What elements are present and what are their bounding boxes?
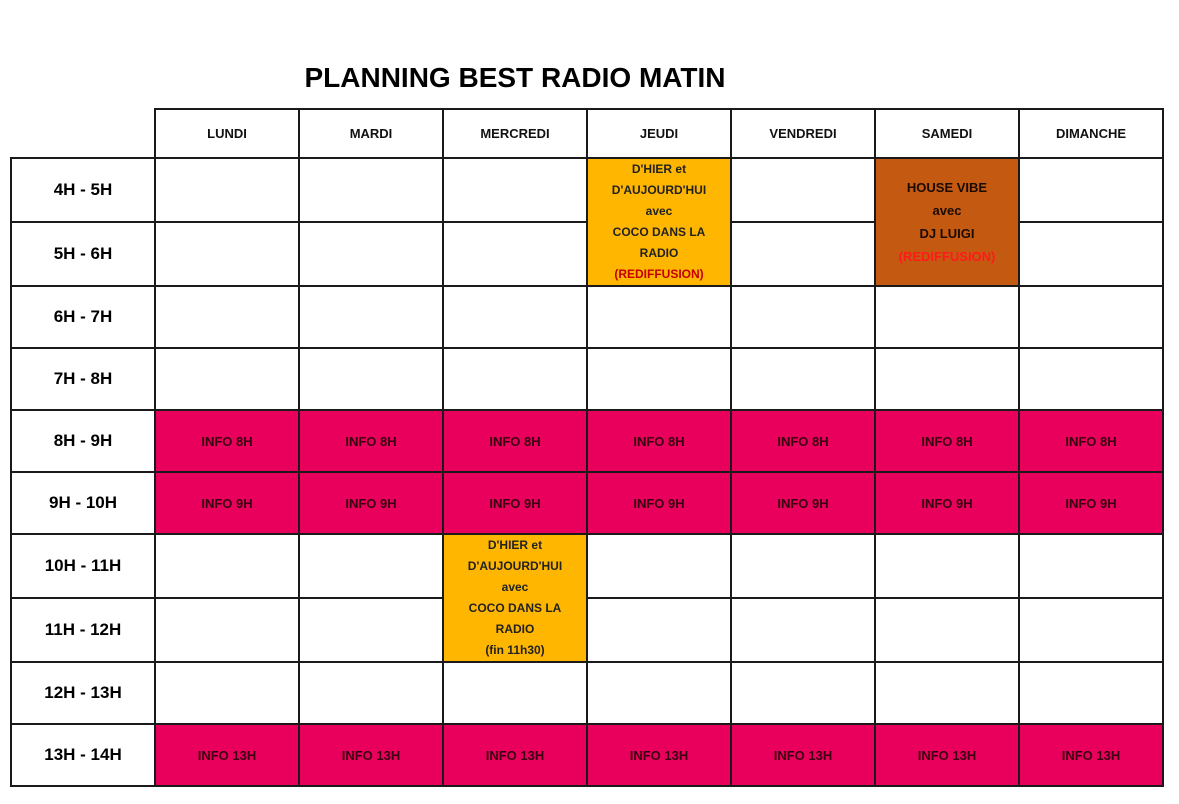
empty-cell (299, 222, 443, 286)
day-header-dimanche: DIMANCHE (1019, 109, 1163, 158)
day-header-vendredi: VENDREDI (731, 109, 875, 158)
info-13h-cell: INFO 13H (155, 724, 299, 786)
show-line: DJ LUIGI (919, 226, 975, 241)
show-line: avec (501, 580, 529, 594)
info-9h-cell: INFO 9H (1019, 472, 1163, 534)
day-header-jeudi: JEUDI (587, 109, 731, 158)
show-line: D'AUJOURD'HUI (467, 559, 563, 573)
info-13h-cell: INFO 13H (731, 724, 875, 786)
info-13h-cell: INFO 13H (443, 724, 587, 786)
time-slot-label: 10H - 11H (11, 534, 155, 598)
time-slot-label: 8H - 9H (11, 410, 155, 472)
time-slot-label: 13H - 14H (11, 724, 155, 786)
empty-cell (731, 222, 875, 286)
info-8h-cell: INFO 8H (731, 410, 875, 472)
show-line: avec (645, 204, 673, 218)
empty-cell (875, 598, 1019, 662)
show-note: (REDIFFUSION) (614, 267, 704, 281)
show-line: D'AUJOURD'HUI (611, 183, 707, 197)
show-line: RADIO (639, 246, 679, 260)
time-slot-label: 5H - 6H (11, 222, 155, 286)
empty-cell (731, 158, 875, 222)
info-9h-cell: INFO 9H (587, 472, 731, 534)
info-9h-cell: INFO 9H (443, 472, 587, 534)
empty-cell (731, 286, 875, 348)
show-line: D'HIER et (487, 538, 543, 552)
empty-cell (299, 662, 443, 724)
empty-cell (1019, 598, 1163, 662)
time-slot-label: 7H - 8H (11, 348, 155, 410)
info-8h-cell: INFO 8H (299, 410, 443, 472)
empty-cell (443, 662, 587, 724)
empty-cell (587, 286, 731, 348)
empty-cell (1019, 534, 1163, 598)
table-row (11, 598, 1163, 662)
info-13h-cell: INFO 13H (875, 724, 1019, 786)
empty-cell (299, 598, 443, 662)
info-8h-cell: INFO 8H (587, 410, 731, 472)
empty-cell (299, 534, 443, 598)
empty-cell (875, 348, 1019, 410)
empty-cell (587, 534, 731, 598)
table-row (11, 158, 1163, 222)
info-9h-cell: INFO 9H (875, 472, 1019, 534)
empty-cell (299, 286, 443, 348)
empty-cell (875, 534, 1019, 598)
time-slot-label: 9H - 10H (11, 472, 155, 534)
empty-cell (443, 348, 587, 410)
time-slot-label: 11H - 12H (11, 598, 155, 662)
empty-cell (587, 662, 731, 724)
empty-cell (587, 598, 731, 662)
info-8h-cell: INFO 8H (1019, 410, 1163, 472)
time-slot-label: 6H - 7H (11, 286, 155, 348)
empty-cell (587, 348, 731, 410)
show-line: COCO DANS LA (468, 601, 562, 615)
empty-cell (875, 286, 1019, 348)
empty-cell (1019, 286, 1163, 348)
info-13h-cell: INFO 13H (299, 724, 443, 786)
show-line: avec (932, 203, 962, 218)
show-line: HOUSE VIBE (906, 180, 988, 195)
show-block-coco-rediffusion (587, 158, 731, 286)
table-row (11, 348, 1163, 410)
show-line: RADIO (495, 622, 535, 636)
table-row (11, 724, 1163, 786)
empty-cell (155, 598, 299, 662)
empty-cell (1019, 158, 1163, 222)
empty-cell (155, 348, 299, 410)
empty-cell (1019, 348, 1163, 410)
show-line: COCO DANS LA (612, 225, 706, 239)
info-9h-cell: INFO 9H (155, 472, 299, 534)
empty-cell (1019, 662, 1163, 724)
day-header-lundi: LUNDI (155, 109, 299, 158)
show-note: (fin 11h30) (485, 643, 545, 657)
day-header-mardi: MARDI (299, 109, 443, 158)
empty-cell (731, 534, 875, 598)
show-note: (REDIFFUSION) (898, 249, 996, 264)
empty-cell (731, 662, 875, 724)
empty-cell (731, 348, 875, 410)
time-slot-label: 4H - 5H (11, 158, 155, 222)
page-title: PLANNING BEST RADIO MATIN (304, 62, 726, 93)
empty-cell (155, 662, 299, 724)
empty-cell (875, 662, 1019, 724)
day-header-samedi: SAMEDI (875, 109, 1019, 158)
info-13h-cell: INFO 13H (587, 724, 731, 786)
day-header-mercredi: MERCREDI (443, 109, 587, 158)
show-block-house-vibe (875, 158, 1019, 286)
corner-cell (11, 109, 155, 158)
schedule-table (10, 108, 1164, 787)
empty-cell (155, 222, 299, 286)
show-block-coco-live (443, 534, 587, 662)
table-row (11, 534, 1163, 598)
empty-cell (299, 348, 443, 410)
time-slot-label: 12H - 13H (11, 662, 155, 724)
table-row (11, 410, 1163, 472)
empty-cell (443, 158, 587, 222)
empty-cell (443, 286, 587, 348)
empty-cell (443, 222, 587, 286)
empty-cell (155, 286, 299, 348)
info-9h-cell: INFO 9H (731, 472, 875, 534)
info-9h-cell: INFO 9H (299, 472, 443, 534)
info-8h-cell: INFO 8H (875, 410, 1019, 472)
empty-cell (155, 158, 299, 222)
show-line: D'HIER et (631, 162, 687, 176)
empty-cell (731, 598, 875, 662)
info-13h-cell: INFO 13H (1019, 724, 1163, 786)
table-row (11, 472, 1163, 534)
table-row (11, 286, 1163, 348)
table-row (11, 662, 1163, 724)
info-8h-cell: INFO 8H (155, 410, 299, 472)
empty-cell (1019, 222, 1163, 286)
header-row (11, 109, 1163, 158)
empty-cell (299, 158, 443, 222)
info-8h-cell: INFO 8H (443, 410, 587, 472)
empty-cell (155, 534, 299, 598)
